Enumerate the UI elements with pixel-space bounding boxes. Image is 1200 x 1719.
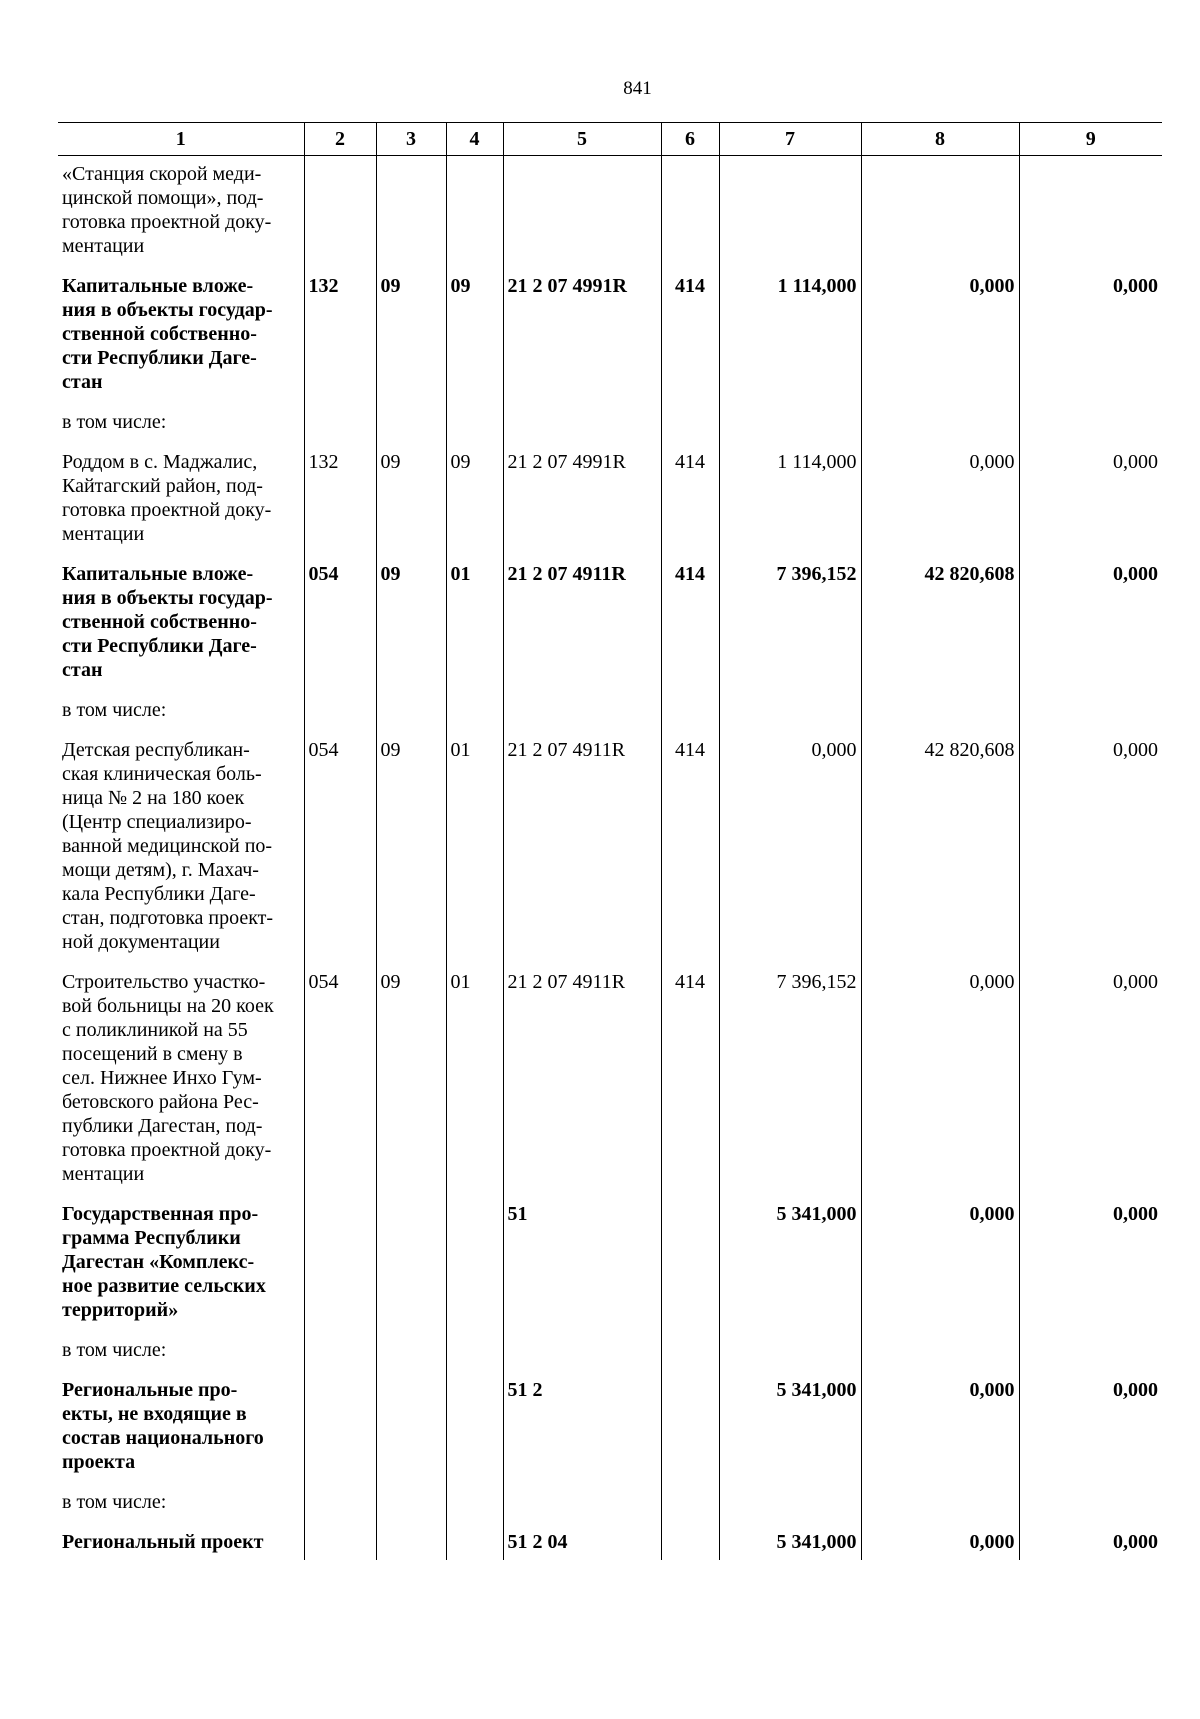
amount-cell-7 [719, 156, 861, 259]
code-cell-3: 09 [376, 434, 446, 546]
table-row [58, 682, 1162, 722]
row-name-cell: Роддом в с. Маджалис, Кайтагский район, под- готовка проектной доку- ментации [62, 451, 272, 545]
code-cell-6: 414 [661, 258, 719, 394]
amount-cell-7: 1 114,000 [719, 258, 861, 394]
code-cell-3: 09 [376, 954, 446, 1186]
amount-cell-9: 0,000 [1019, 722, 1162, 954]
code-cell-3 [376, 1514, 446, 1560]
code-cell-6 [661, 1474, 719, 1514]
column-header-1: 1 [58, 123, 304, 156]
code-cell-4: 01 [446, 722, 503, 954]
code-cell-6: 414 [661, 434, 719, 546]
code-cell-4 [446, 1362, 503, 1474]
amount-cell-9 [1019, 394, 1162, 434]
code-cell-2 [304, 1474, 376, 1514]
code-cell-3 [376, 1322, 446, 1362]
code-cell-3 [376, 394, 446, 434]
code-cell-3 [376, 156, 446, 259]
code-cell-5 [503, 682, 661, 722]
code-cell-4 [446, 394, 503, 434]
page-number: 841 [623, 78, 652, 99]
row-name-cell: в том числе: [62, 1339, 167, 1361]
code-cell-2: 132 [304, 434, 376, 546]
code-cell-5: 21 2 07 4911R [503, 722, 661, 954]
amount-cell-9: 0,000 [1019, 546, 1162, 682]
code-cell-2 [304, 1186, 376, 1322]
amount-cell-9 [1019, 156, 1162, 259]
row-name-cell: Региональный проект [62, 1531, 264, 1553]
amount-cell-9: 0,000 [1019, 954, 1162, 1186]
table-row [58, 1186, 1162, 1322]
code-cell-6 [661, 1186, 719, 1322]
code-cell-3: 09 [376, 722, 446, 954]
column-header-5: 5 [503, 123, 661, 156]
code-cell-6 [661, 682, 719, 722]
row-name-cell: Капитальные вложе- ния в объекты государ- ственной собственно- сти Республики Даге- стан [62, 563, 273, 681]
code-cell-4 [446, 156, 503, 259]
code-cell-2 [304, 682, 376, 722]
row-name-cell: «Станция скорой меди- цинской помощи», под- готовка проектной доку- ментации [62, 163, 272, 257]
row-name-cell: в том числе: [62, 699, 167, 721]
code-cell-6 [661, 1514, 719, 1560]
code-cell-5: 51 2 04 [503, 1514, 661, 1560]
code-cell-3: 09 [376, 258, 446, 394]
code-cell-4 [446, 1186, 503, 1322]
table-row [58, 434, 1162, 546]
code-cell-4: 09 [446, 258, 503, 394]
table-row [58, 258, 1162, 394]
code-cell-5: 21 2 07 4911R [503, 954, 661, 1186]
amount-cell-7: 5 341,000 [719, 1362, 861, 1474]
amount-cell-7: 0,000 [719, 722, 861, 954]
code-cell-5: 21 2 07 4991R [503, 258, 661, 394]
table-row [58, 546, 1162, 682]
amount-cell-9: 0,000 [1019, 258, 1162, 394]
table-row [58, 156, 1162, 259]
code-cell-4: 09 [446, 434, 503, 546]
code-cell-2: 132 [304, 258, 376, 394]
amount-cell-9 [1019, 1322, 1162, 1362]
amount-cell-8 [861, 1322, 1019, 1362]
code-cell-6 [661, 394, 719, 434]
amount-cell-8 [861, 156, 1019, 259]
column-header-2: 2 [304, 123, 376, 156]
code-cell-5 [503, 156, 661, 259]
amount-cell-8: 0,000 [861, 434, 1019, 546]
amount-cell-7 [719, 394, 861, 434]
code-cell-4 [446, 1322, 503, 1362]
column-header-4: 4 [446, 123, 503, 156]
code-cell-5: 51 [503, 1186, 661, 1322]
amount-cell-9: 0,000 [1019, 1514, 1162, 1560]
table-row [58, 1514, 1162, 1560]
column-header-9: 9 [1019, 123, 1162, 156]
amount-cell-9: 0,000 [1019, 1362, 1162, 1474]
table-body [58, 156, 1162, 1561]
code-cell-5: 51 2 [503, 1362, 661, 1474]
header-row [58, 123, 1162, 156]
row-name-cell: в том числе: [62, 411, 167, 433]
amount-cell-7: 1 114,000 [719, 434, 861, 546]
column-header-6: 6 [661, 123, 719, 156]
column-header-7: 7 [719, 123, 861, 156]
row-name-cell: Государственная про- грамма Республики Дагестан «Комплекс- ное развитие сельских территорий» [62, 1203, 266, 1321]
code-cell-5 [503, 1322, 661, 1362]
amount-cell-8: 42 820,608 [861, 722, 1019, 954]
amount-cell-8 [861, 682, 1019, 722]
amount-cell-8: 42 820,608 [861, 546, 1019, 682]
amount-cell-8: 0,000 [861, 954, 1019, 1186]
code-cell-4 [446, 1514, 503, 1560]
row-name-cell: Капитальные вложе- ния в объекты государ- ственной собственно- сти Республики Даге- стан [62, 275, 273, 393]
row-name-cell: в том числе: [62, 1491, 167, 1513]
code-cell-6 [661, 1322, 719, 1362]
amount-cell-9: 0,000 [1019, 1186, 1162, 1322]
table-row [58, 1322, 1162, 1362]
code-cell-5: 21 2 07 4991R [503, 434, 661, 546]
code-cell-2 [304, 156, 376, 259]
table-row [58, 394, 1162, 434]
code-cell-3: 09 [376, 546, 446, 682]
code-cell-6: 414 [661, 546, 719, 682]
amount-cell-7 [719, 1474, 861, 1514]
code-cell-5 [503, 1474, 661, 1514]
amount-cell-7: 5 341,000 [719, 1186, 861, 1322]
code-cell-6: 414 [661, 954, 719, 1186]
amount-cell-8: 0,000 [861, 1186, 1019, 1322]
table-row [58, 1362, 1162, 1474]
row-name-cell: Региональные про- екты, не входящие в состав национального проекта [62, 1379, 264, 1473]
table-row [58, 1474, 1162, 1514]
amount-cell-7 [719, 1322, 861, 1362]
amount-cell-7: 7 396,152 [719, 954, 861, 1186]
amount-cell-7: 5 341,000 [719, 1514, 861, 1560]
code-cell-2 [304, 1514, 376, 1560]
code-cell-3 [376, 682, 446, 722]
code-cell-3 [376, 1362, 446, 1474]
code-cell-4 [446, 1474, 503, 1514]
column-header-8: 8 [861, 123, 1019, 156]
code-cell-2 [304, 1322, 376, 1362]
code-cell-4: 01 [446, 954, 503, 1186]
code-cell-2: 054 [304, 954, 376, 1186]
amount-cell-8 [861, 1474, 1019, 1514]
code-cell-3 [376, 1186, 446, 1322]
code-cell-2: 054 [304, 722, 376, 954]
code-cell-4: 01 [446, 546, 503, 682]
code-cell-5: 21 2 07 4911R [503, 546, 661, 682]
code-cell-6 [661, 156, 719, 259]
amount-cell-9 [1019, 1474, 1162, 1514]
code-cell-6 [661, 1362, 719, 1474]
code-cell-2: 054 [304, 546, 376, 682]
column-header-3: 3 [376, 123, 446, 156]
amount-cell-8: 0,000 [861, 1362, 1019, 1474]
amount-cell-8: 0,000 [861, 1514, 1019, 1560]
table-row [58, 954, 1162, 1186]
amount-cell-9 [1019, 682, 1162, 722]
amount-cell-8: 0,000 [861, 258, 1019, 394]
amount-cell-8 [861, 394, 1019, 434]
code-cell-3 [376, 1474, 446, 1514]
amount-cell-7: 7 396,152 [719, 546, 861, 682]
code-cell-4 [446, 682, 503, 722]
amount-cell-9: 0,000 [1019, 434, 1162, 546]
row-name-cell: Детская республикан- ская клиническая боль- ница № 2 на 180 коек (Центр специализиро- ванной медицинской по- мощи детям), г. Махач- кала Республики Даге- стан, подготовка проект- ной документации [62, 739, 274, 953]
code-cell-2 [304, 1362, 376, 1474]
amount-cell-7 [719, 682, 861, 722]
code-cell-6: 414 [661, 722, 719, 954]
row-name-cell: Строительство участко- вой больницы на 20 коек с поликлиникой на 55 посещений в смену в сел. Нижнее Инхо Гум- бетовского района Рес- публики Дагестан, под- готовка проектной доку- ментации [62, 971, 274, 1185]
code-cell-2 [304, 394, 376, 434]
budget-table [58, 122, 1162, 1560]
table-row [58, 722, 1162, 954]
code-cell-5 [503, 394, 661, 434]
